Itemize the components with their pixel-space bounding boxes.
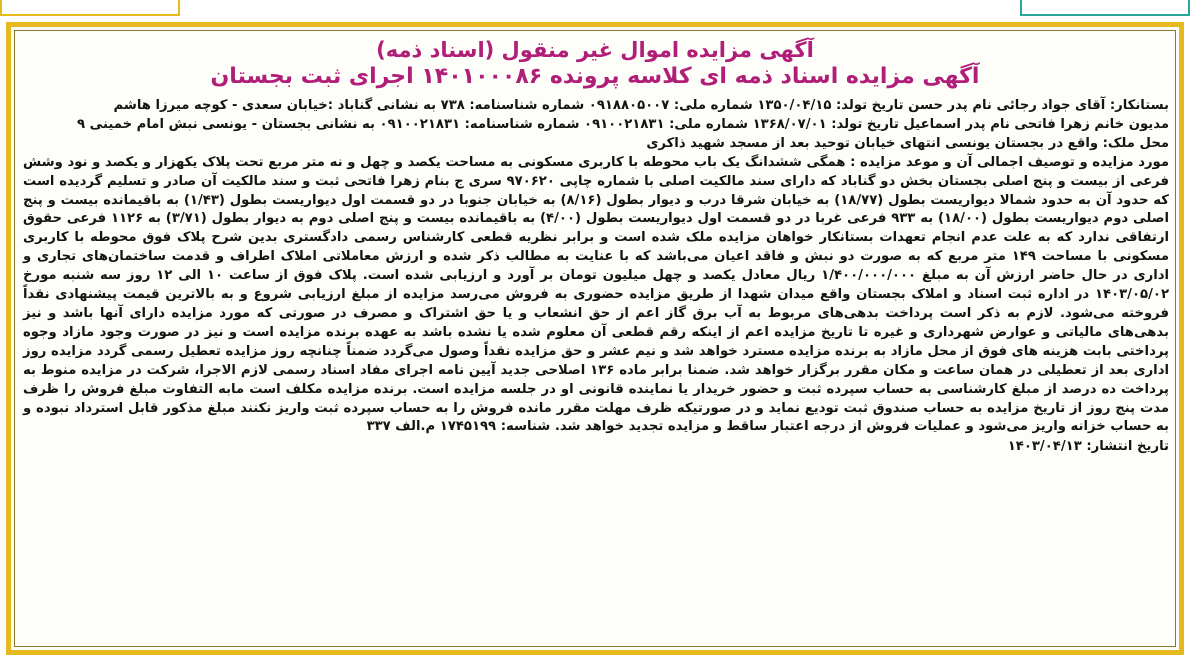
creditor-paragraph: بستانکار: آقای جواد رجائی نام پدر حسن تاریخ تولد: ۱۳۵۰/۰۴/۱۵ شماره ملی: ۰۹۱۸۸۰۵۰۰۷ شماره شناسنامه: ۷۳۸ به نشانی گناباد :خیابان سعدی - کوچه میرزا هاشم xyxy=(113,98,1169,113)
notice-title: آگهی مزایده اموال غیر منقول (اسناد ذمه) xyxy=(376,38,814,62)
notice-inner xyxy=(14,30,1176,647)
notice-header xyxy=(15,31,1175,91)
adjacent-ad-border-right xyxy=(1020,0,1190,16)
notice-body xyxy=(15,91,1175,437)
publish-date: تاریخ انتشار: ۱۴۰۳/۰۴/۱۳ xyxy=(1007,439,1169,455)
adjacent-ad-border-left xyxy=(0,0,180,16)
top-strip xyxy=(0,0,1190,20)
notice-subtitle: آگهی مزایده اسناد ذمه ای کلاسه پرونده ۱۴۰۱۰۰۰۸۶ اجرای ثبت بجستان xyxy=(210,64,980,89)
description-paragraph: مورد مزایده و توصیف اجمالی آن و موعد مزایده : همگی ششدانگ یک باب محوطه با کاربری مسکونی به مساحت یکصد و چهل و نه متر مربع تحت پلاک یکهزار و یکصد و نود وشش فرعی از بیست و پنج اصلی بجستان بخش دو گناباد که دارای سند مالکیت اصلی با شماره چاپی ۹۷۰۶۲۰ سری ج بنام زهرا فاتحی ثبت و سند مالکیت آن صادر و تسلیم گردیده است که حدود آن به حدود شمالا دیواریست بطول (۱۸/۷۷) به خیابان شرقا درب و دیوار بطول (۸/۱۶) به خیابان جنوبا در دو قسمت اول دیواریست بطول (۱/۴۳) به باقیمانده بیست و پنج اصلی دوم دیواریست بطول (۱۸/۰۰) به ۹۳۳ فرعی غربا در دو قسمت اول دیواریست بطول (۴/۰۰) به باقیمانده بیست و پنج اصلی دوم به دیوار بطول (۳/۷۱) به ۱۱۲۶ فرعی حقوق ارتفاقی ندارد که به علت عدم انجام تعهدات بستانکار خواهان مزایده ملک شده است و برابر نظریه قطعی کارشناس رسمی دادگستری بدین شرح پلاک فوق محوطه با کاربری مسکونی با مساحت ۱۴۹ متر مربع که به صورت دو نبش و فاقد اعیان می‌باشد که با عنایت به مطالب ذکر شده و ارزش معاملاتی املاک اطراف و قدمت ساختمان‌های تجاری و اداری در حال حاضر ارزش آن به مبلغ ۱/۴۰۰/۰۰۰/۰۰۰ ریال معادل یکصد و چهل میلیون تومان بر آورد و ارزیابی شده است. پلاک فوق از ساعت ۱۰ الی ۱۲ روز سه شنبه مورخ ۱۴۰۳/۰۵/۰۲ در اداره ثبت اسناد و املاک بجستان واقع میدان شهدا از طریق مزایده حضوری به فروش می‌رسد مزایده از مبلغ ارزیابی شروع و به بالاترین قیمت پیشنهادی نقداً فروخته می‌شود. لازم به ذکر است پرداخت بدهی‌های مربوط به آب برق گاز اعم از حق انشعاب و یا حق اشتراک و مصرف در صورتی که مورد مزایده دارای آنها باشد و نیز بدهی‌های مالیاتی و عوارض شهرداری و غیره تا تاریخ مزایده اعم از اینکه رقم قطعی آن معلوم شده یا نشده باشد به عهده برنده مزایده است و نیز در صورت وجود مازاد وجوه پرداختی بابت هزینه های فوق از محل مازاد به برنده مزایده مسترد خواهد شد و نیم عشر و حق مزایده نقداً وصول می‌گردد ضمناً چنانچه روز مزایده تعطیل رسمی گردد مزایده روز اداری بعد از تعطیلی در همان ساعت و مکان مقرر برگزار خواهد شد. ضمنا برابر ماده ۱۳۶ اصلاحی جدید آیین نامه اجرای مفاد اسناد رسمی لازم الاجرا، شرکت در مزایده منوط به پرداخت ده درصد از مبلغ کارشناسی به حساب سپرده ثبت و حضور خریدار یا نماینده قانونی او در جلسه مزایده است. برنده مزایده مکلف است مابه التفاوت مبلغ فروش را ظرف مدت پنج روز از تاریخ مزایده به حساب صندوق ثبت تودیع نماید و در صورتیکه ظرف مهلت مقرر مانده فروش را به حساب سپرده ثبت واریز نکنند مبلغ مذکور قابل استرداد نبوده و به حساب خزانه واریز می‌شود و عملیات فروش از درجه اعتبار ساقط و مزایده تجدید خواهد شد. شناسه: ۱۷۴۵۱۹۹ م.الف ۳۳۷ xyxy=(23,154,1170,435)
debtor-paragraph: مدیون خانم زهرا فاتحی نام پدر اسماعیل تاریخ تولد: ۱۳۶۸/۰۷/۰۱ شماره ملی: ۰۹۱۰۰۲۱۸۳۱ شماره شناسنامه: ۰۹۱۰۰۲۱۸۳۱ به نشانی بجستان - یونسی نبش امام خمینی ۹ xyxy=(76,116,1169,132)
location-paragraph: محل ملک: واقع در بجستان یونسی انتهای خیابان توحید بعد از مسجد شهید ذاکری xyxy=(646,135,1169,151)
notice-frame xyxy=(6,22,1184,655)
